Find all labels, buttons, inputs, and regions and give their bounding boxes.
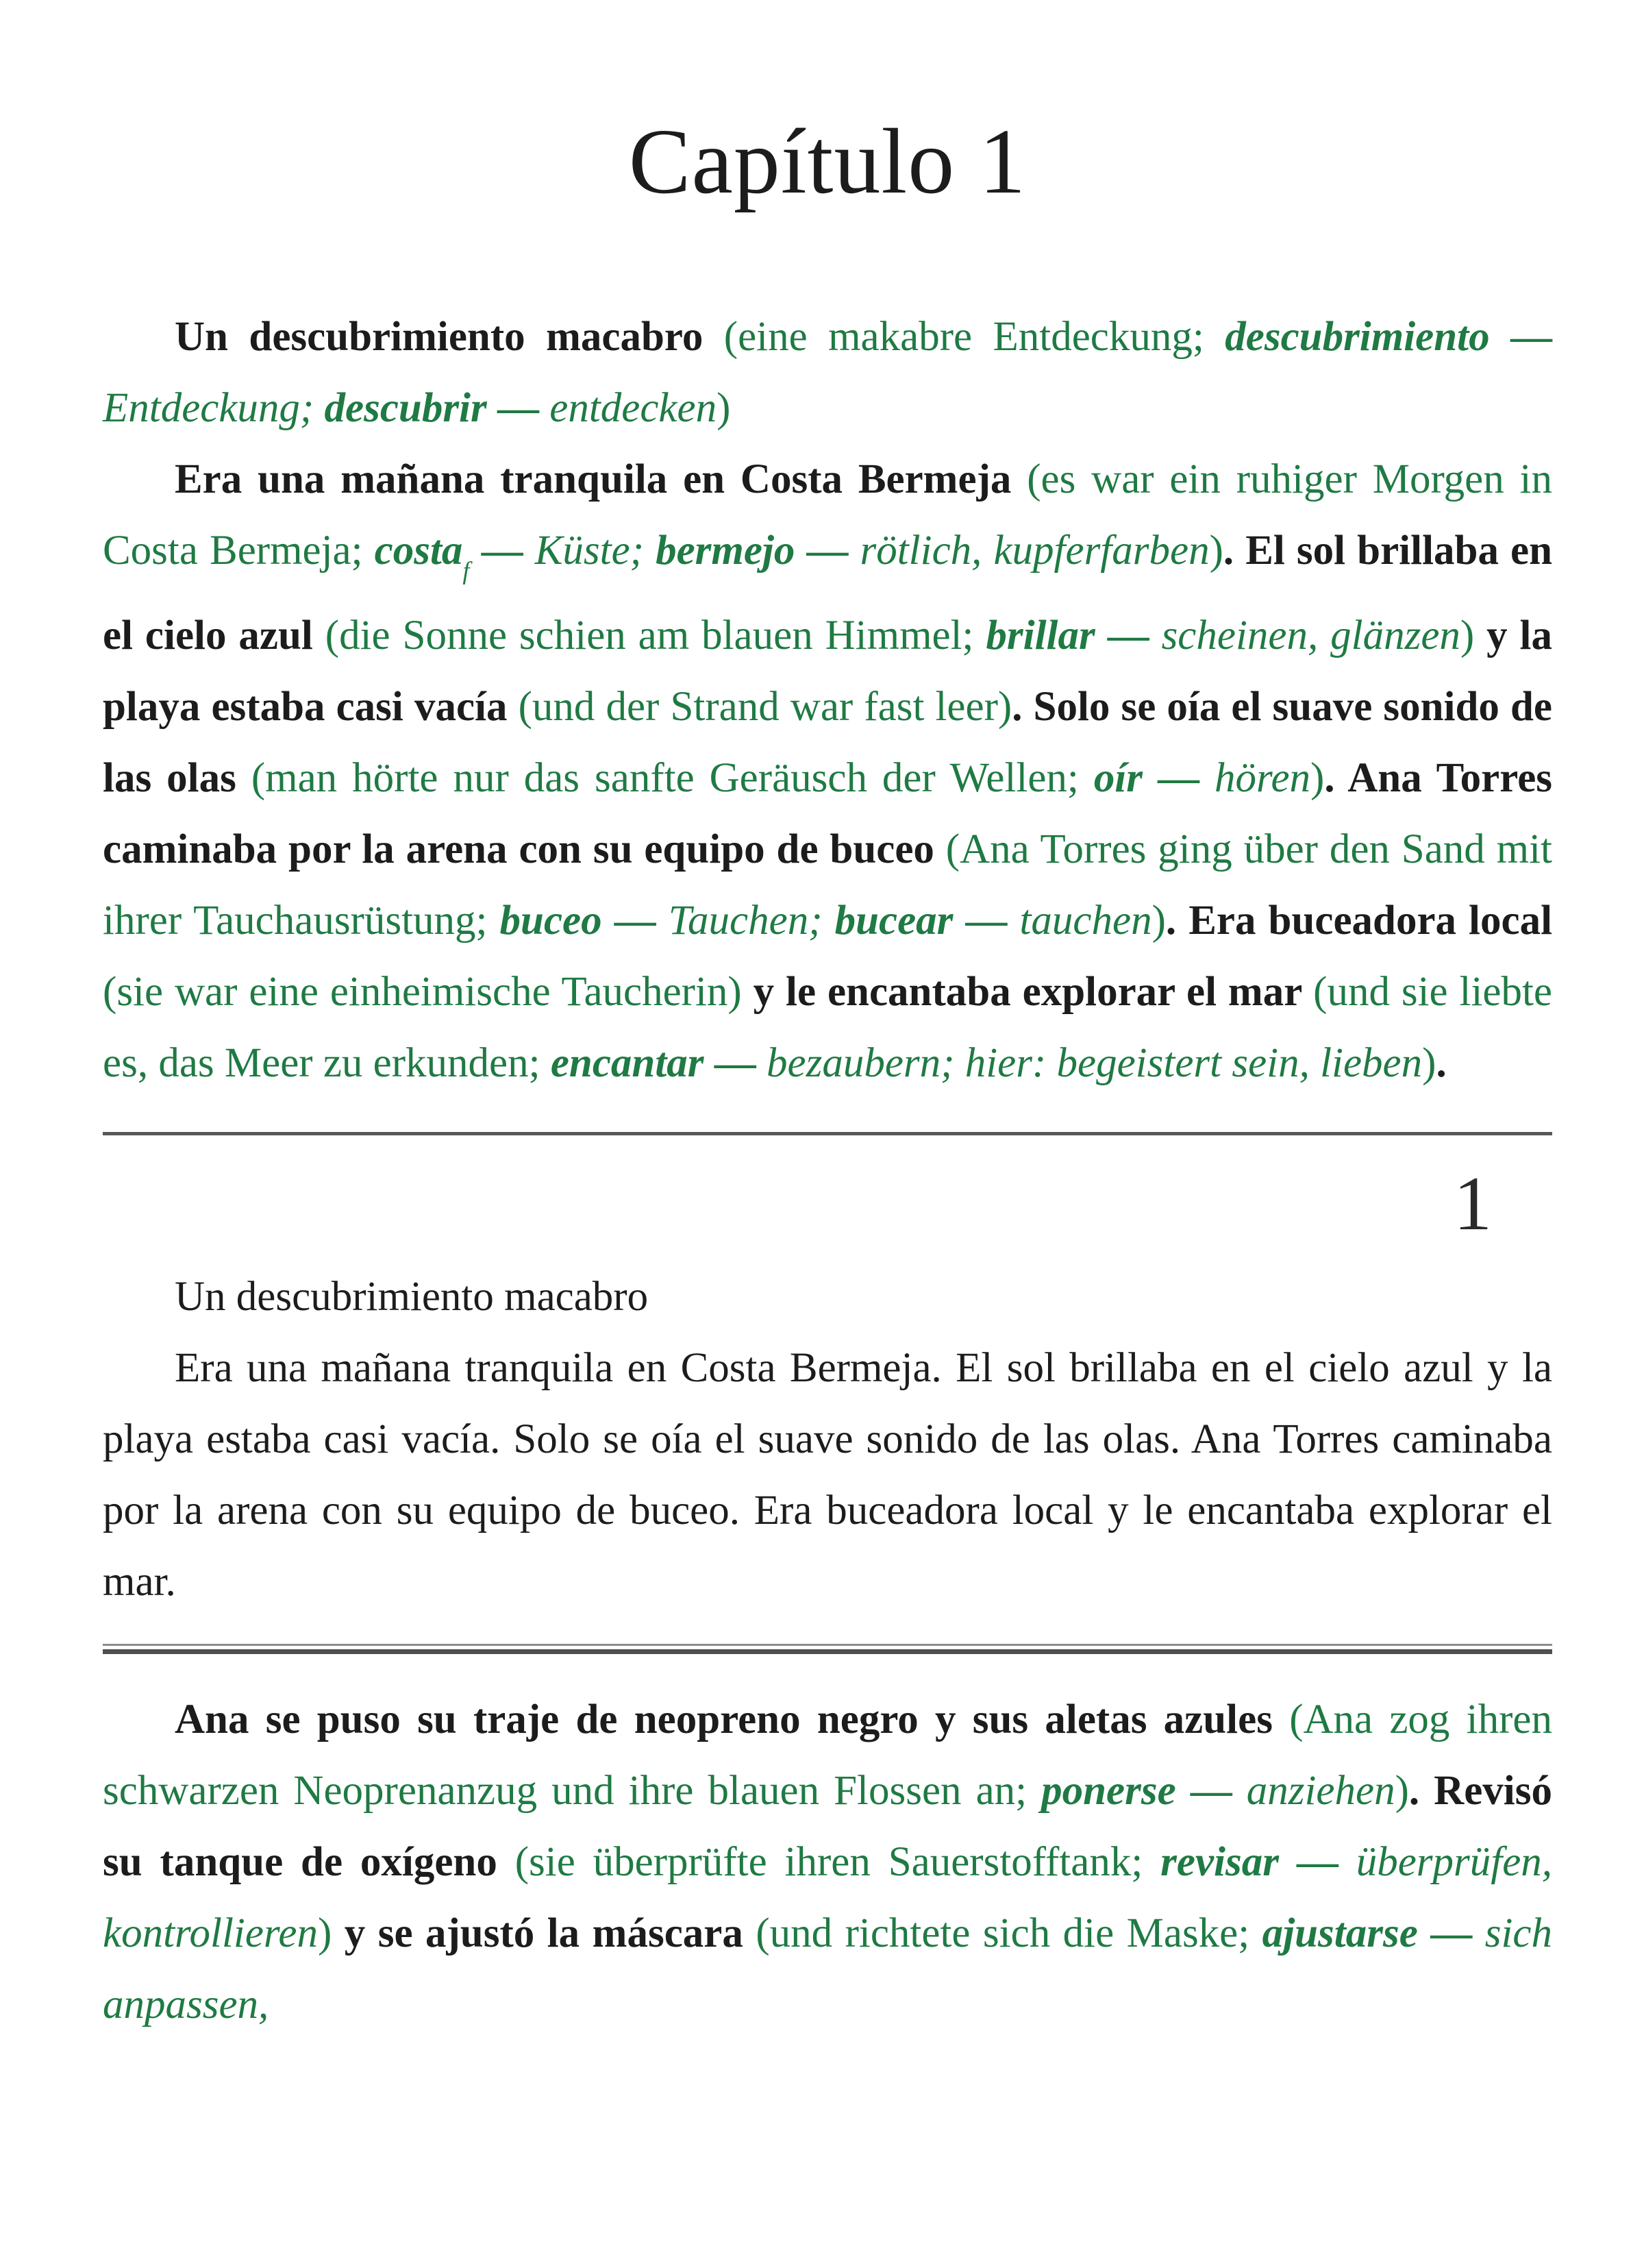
- text-segment: —: [1278, 1839, 1356, 1886]
- text-segment: —: [703, 1040, 767, 1087]
- text-segment: ): [1422, 1040, 1436, 1087]
- text-segment: ): [1460, 613, 1487, 659]
- text-segment: ): [1395, 1768, 1409, 1814]
- text-segment: —: [1175, 1768, 1247, 1814]
- text-segment: y le encantaba explorar el mar: [753, 969, 1314, 1015]
- text-segment: —: [1095, 613, 1162, 659]
- text-segment: Tauchen;: [668, 898, 835, 944]
- text-segment: . Revisó su tanque de oxígeno: [103, 1768, 1552, 1886]
- text-segment: . Ana Torres caminaba por la arena con su equipo de buceo: [103, 755, 1553, 873]
- text-segment: —: [601, 898, 669, 944]
- text-segment: . Era buceadora local: [1165, 898, 1553, 944]
- text-segment: (es war ein ruhiger Morgen in Costa Bermeja;: [103, 456, 1552, 574]
- text-segment: —: [795, 528, 860, 574]
- text-segment: .: [1436, 1040, 1447, 1087]
- text-segment: ): [317, 1910, 345, 1957]
- text-segment: ajustarse: [1262, 1910, 1418, 1957]
- paragraph-story-gloss: [103, 444, 1552, 1099]
- text-segment: (und richtete sich die Maske;: [756, 1910, 1262, 1957]
- text-segment: ponerse: [1041, 1768, 1176, 1814]
- section-number: 1: [1454, 1161, 1492, 1247]
- text-segment: (sie überprüfte ihren Sauerstofftank;: [514, 1839, 1161, 1886]
- text-segment: bermejo: [656, 528, 795, 574]
- text-segment: —: [1489, 314, 1553, 360]
- text-segment: (und der Strand war fast leer): [518, 684, 1012, 730]
- book-page: [0, 108, 1644, 2268]
- paragraph-intro-gloss: [103, 301, 1552, 444]
- text-segment: ): [1209, 528, 1223, 574]
- text-segment: rötlich, kupferfarben: [860, 528, 1210, 574]
- text-segment: tauchen: [1019, 898, 1152, 944]
- text-segment: —: [469, 528, 535, 574]
- text-segment: brillar: [986, 613, 1095, 659]
- text-segment: (Ana Torres ging über den Sand mit ihrer Tauchausrüstung;: [103, 826, 1552, 944]
- text-segment: descubrir: [324, 385, 487, 431]
- text-segment: revisar: [1160, 1839, 1279, 1886]
- text-segment: . El sol brillaba en el cielo azul: [103, 528, 1553, 659]
- text-segment: hören: [1214, 755, 1311, 802]
- text-segment: bezaubern; hier: begeistert sein, lieben: [767, 1040, 1423, 1087]
- text-segment: ): [1151, 898, 1166, 944]
- text-segment: (man hörte nur das sanfte Geräusch der Wellen;: [251, 755, 1094, 802]
- text-segment: Küste;: [534, 528, 656, 574]
- text-segment: descubrimiento: [1225, 314, 1490, 360]
- text-segment: encantar: [550, 1040, 704, 1087]
- text-segment: (die Sonne schien am blauen Himmel;: [325, 613, 986, 659]
- text-segment: sich anpassen,: [103, 1910, 1552, 2028]
- chapter-title: Capítulo 1: [628, 110, 1027, 213]
- text-segment: (Ana zog ihren schwarzen Neoprenanzug und ihre blauen Flossen an;: [103, 1697, 1552, 1814]
- text-segment: f: [462, 556, 470, 584]
- text-segment: bucear: [834, 898, 954, 944]
- text-segment: (sie war eine einheimische Taucherin): [103, 969, 754, 1015]
- text-segment: costa: [374, 528, 463, 574]
- text-segment: ): [1310, 755, 1325, 802]
- text-segment: oír: [1093, 755, 1143, 802]
- text-segment: überprüfen, kontrollieren: [103, 1839, 1553, 1957]
- text-segment: Un descubrimiento macabro: [175, 314, 724, 360]
- text-segment: Era una mañana tranquila en Costa Bermeja: [175, 456, 1028, 502]
- section-heading: Un descubrimiento macabro: [175, 1274, 649, 1320]
- text-segment: y la playa estaba casi vacía: [103, 613, 1553, 730]
- text-segment: (eine makabre Entdeckung;: [723, 314, 1225, 360]
- text-segment: ): [717, 385, 731, 431]
- text-segment: y se ajustó la máscara: [344, 1910, 756, 1957]
- section-divider-double-line: [103, 1644, 1552, 1654]
- text-segment: —: [953, 898, 1020, 944]
- text-segment: Ana se puso su traje de neopreno negro y sus aletas azules: [175, 1697, 1290, 1743]
- text-segment: entdecken: [549, 385, 717, 431]
- text-segment: —: [1417, 1910, 1485, 1957]
- paragraph-second-gloss: [103, 1684, 1552, 2041]
- text-segment: scheinen, glänzen: [1161, 613, 1460, 659]
- text-segment: Entdeckung;: [103, 385, 325, 431]
- paragraph-plain-retell: Era una mañana tranquila en Costa Bermeja. El sol brillaba en el cielo azul y la playa estaba casi vacía. Solo se oía el suave sonido de las olas. Ana Torres caminaba por la arena con su equipo de buceo. Era buceadora local y le encantaba explorar el mar.: [103, 1345, 1552, 1605]
- section-divider-line: [103, 1132, 1552, 1135]
- text-segment: buceo: [499, 898, 602, 944]
- text-segment: anziehen: [1246, 1768, 1395, 1814]
- text-segment: —: [486, 385, 550, 431]
- text-segment: (und sie liebte es, das Meer zu erkunden;: [103, 969, 1552, 1087]
- text-segment: . Solo se oía el suave sonido de las olas: [103, 684, 1552, 802]
- text-segment: —: [1143, 755, 1215, 802]
